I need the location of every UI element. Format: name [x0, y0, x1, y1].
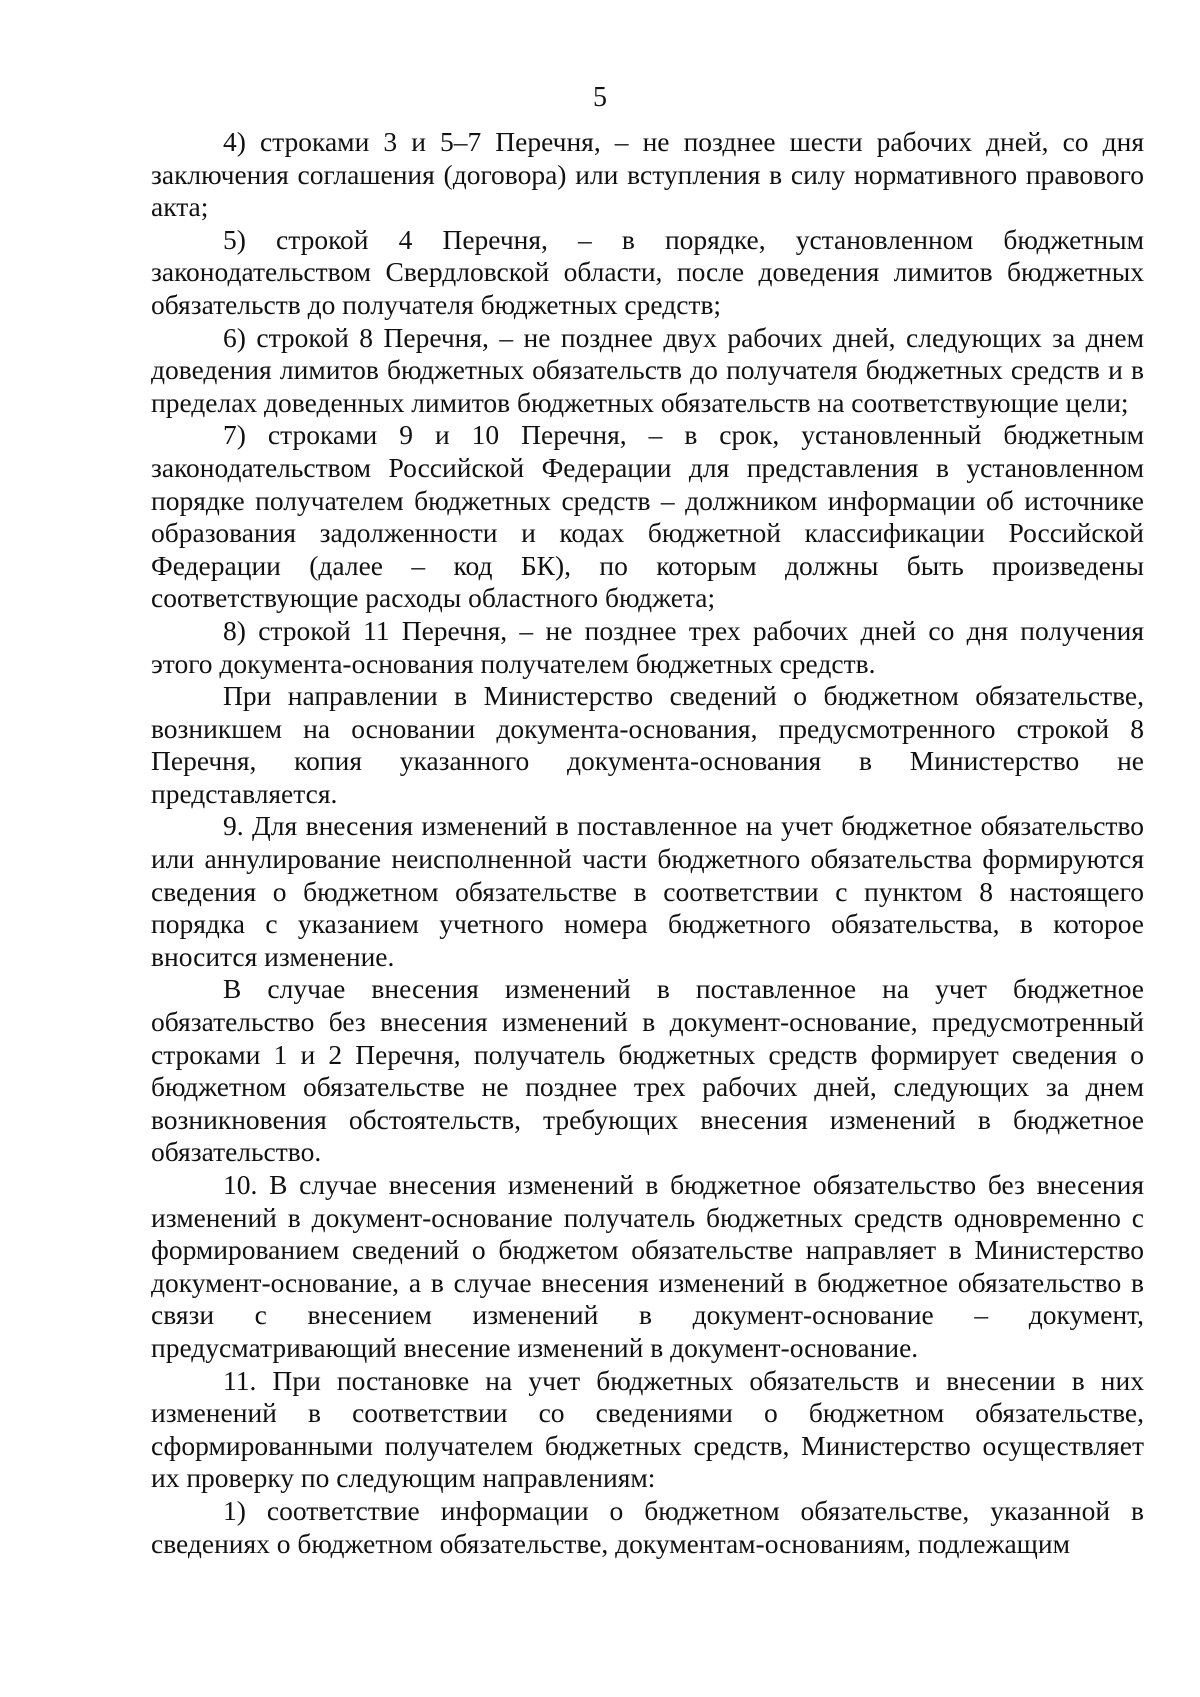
paragraph-clause-9: 9. Для внесения изменений в поставленное на учет бюджетное обязательство или аннулирование неисполненной части бюджетного обязательства формируются сведения о бюджетном обязательстве в соответствии с пунктом 8 настоящего порядка с указанием учетного номера бюджетного обязательства, в которое вносится изменение. [151, 810, 1144, 972]
paragraph-copy-not-required: При направлении в Министерство сведений о бюджетном обязательстве, возникшем на основании документа-основания, предусмотренного строкой 8 Перечня, копия указанного документа-основания в Министерство не представляется. [151, 680, 1144, 809]
paragraph-clause-11: 11. При постановке на учет бюджетных обязательств и внесении в них изменений в соответствии со сведениями о бюджетном обязательстве, сформированными получателем бюджетных средств, Министерство осуществляет их проверку по следующим направлениям: [151, 1364, 1144, 1494]
paragraph-item-5: 5) строкой 4 Перечня, – в порядке, установленном бюджетным законодательством Свердловской области, после доведения лимитов бюджетных обязательств до получателя бюджетных средств; [151, 223, 1144, 320]
paragraph-clause-10: 10. В случае внесения изменений в бюджетное обязательство без внесения изменений в документ-основание получатель бюджетных средств одновременно с формированием сведений о бюджетом обязательстве направляет в Министерство документ-основание, а в случае внесения изменений в бюджетное обязательство в связи с внесением изменений в документ-основание – документ, предусматривающий внесение изменений в документ-основание. [151, 1169, 1144, 1363]
paragraph-item-4: 4) строками 3 и 5–7 Перечня, – не позднее шести рабочих дней, со дня заключения соглашения (договора) или вступления в силу нормативного правового акта; [151, 126, 1144, 223]
page-number: 5 [593, 82, 607, 113]
paragraph-clause-11-item-1: 1) соответствие информации о бюджетном обязательстве, указанной в сведениях о бюджетном обязательстве, документам-основаниям, подлежащим [151, 1494, 1144, 1559]
paragraph-item-7: 7) строками 9 и 10 Перечня, – в срок, установленный бюджетным законодательством Российской Федерации для представления в установленном порядке получателем бюджетных средств – должником информации об источнике образования задолженности и кодах бюджетной классификации Российской Федерации (далее – код БК), по которым должны быть произведены соответствующие расходы областного бюджета; [151, 419, 1144, 614]
document-body [151, 126, 1144, 1560]
paragraph-item-6: 6) строкой 8 Перечня, – не позднее двух рабочих дней, следующих за днем доведения лимитов бюджетных обязательств до получателя бюджетных средств и в пределах доведенных лимитов бюджетных обязательств на соответствующие цели; [151, 321, 1144, 418]
paragraph-clause-9-case: В случае внесения изменений в поставленное на учет бюджетное обязательство без внесения изменений в документ-основание, предусмотренный строками 1 и 2 Перечня, получатель бюджетных средств формирует сведения о бюджетном обязательстве не позднее трех рабочих дней, следующих за днем возникновения обстоятельств, требующих внесения изменений в бюджетное обязательство. [151, 973, 1144, 1168]
paragraph-item-8: 8) строкой 11 Перечня, – не позднее трех рабочих дней со дня получения этого документа-основания получателем бюджетных средств. [151, 614, 1144, 679]
